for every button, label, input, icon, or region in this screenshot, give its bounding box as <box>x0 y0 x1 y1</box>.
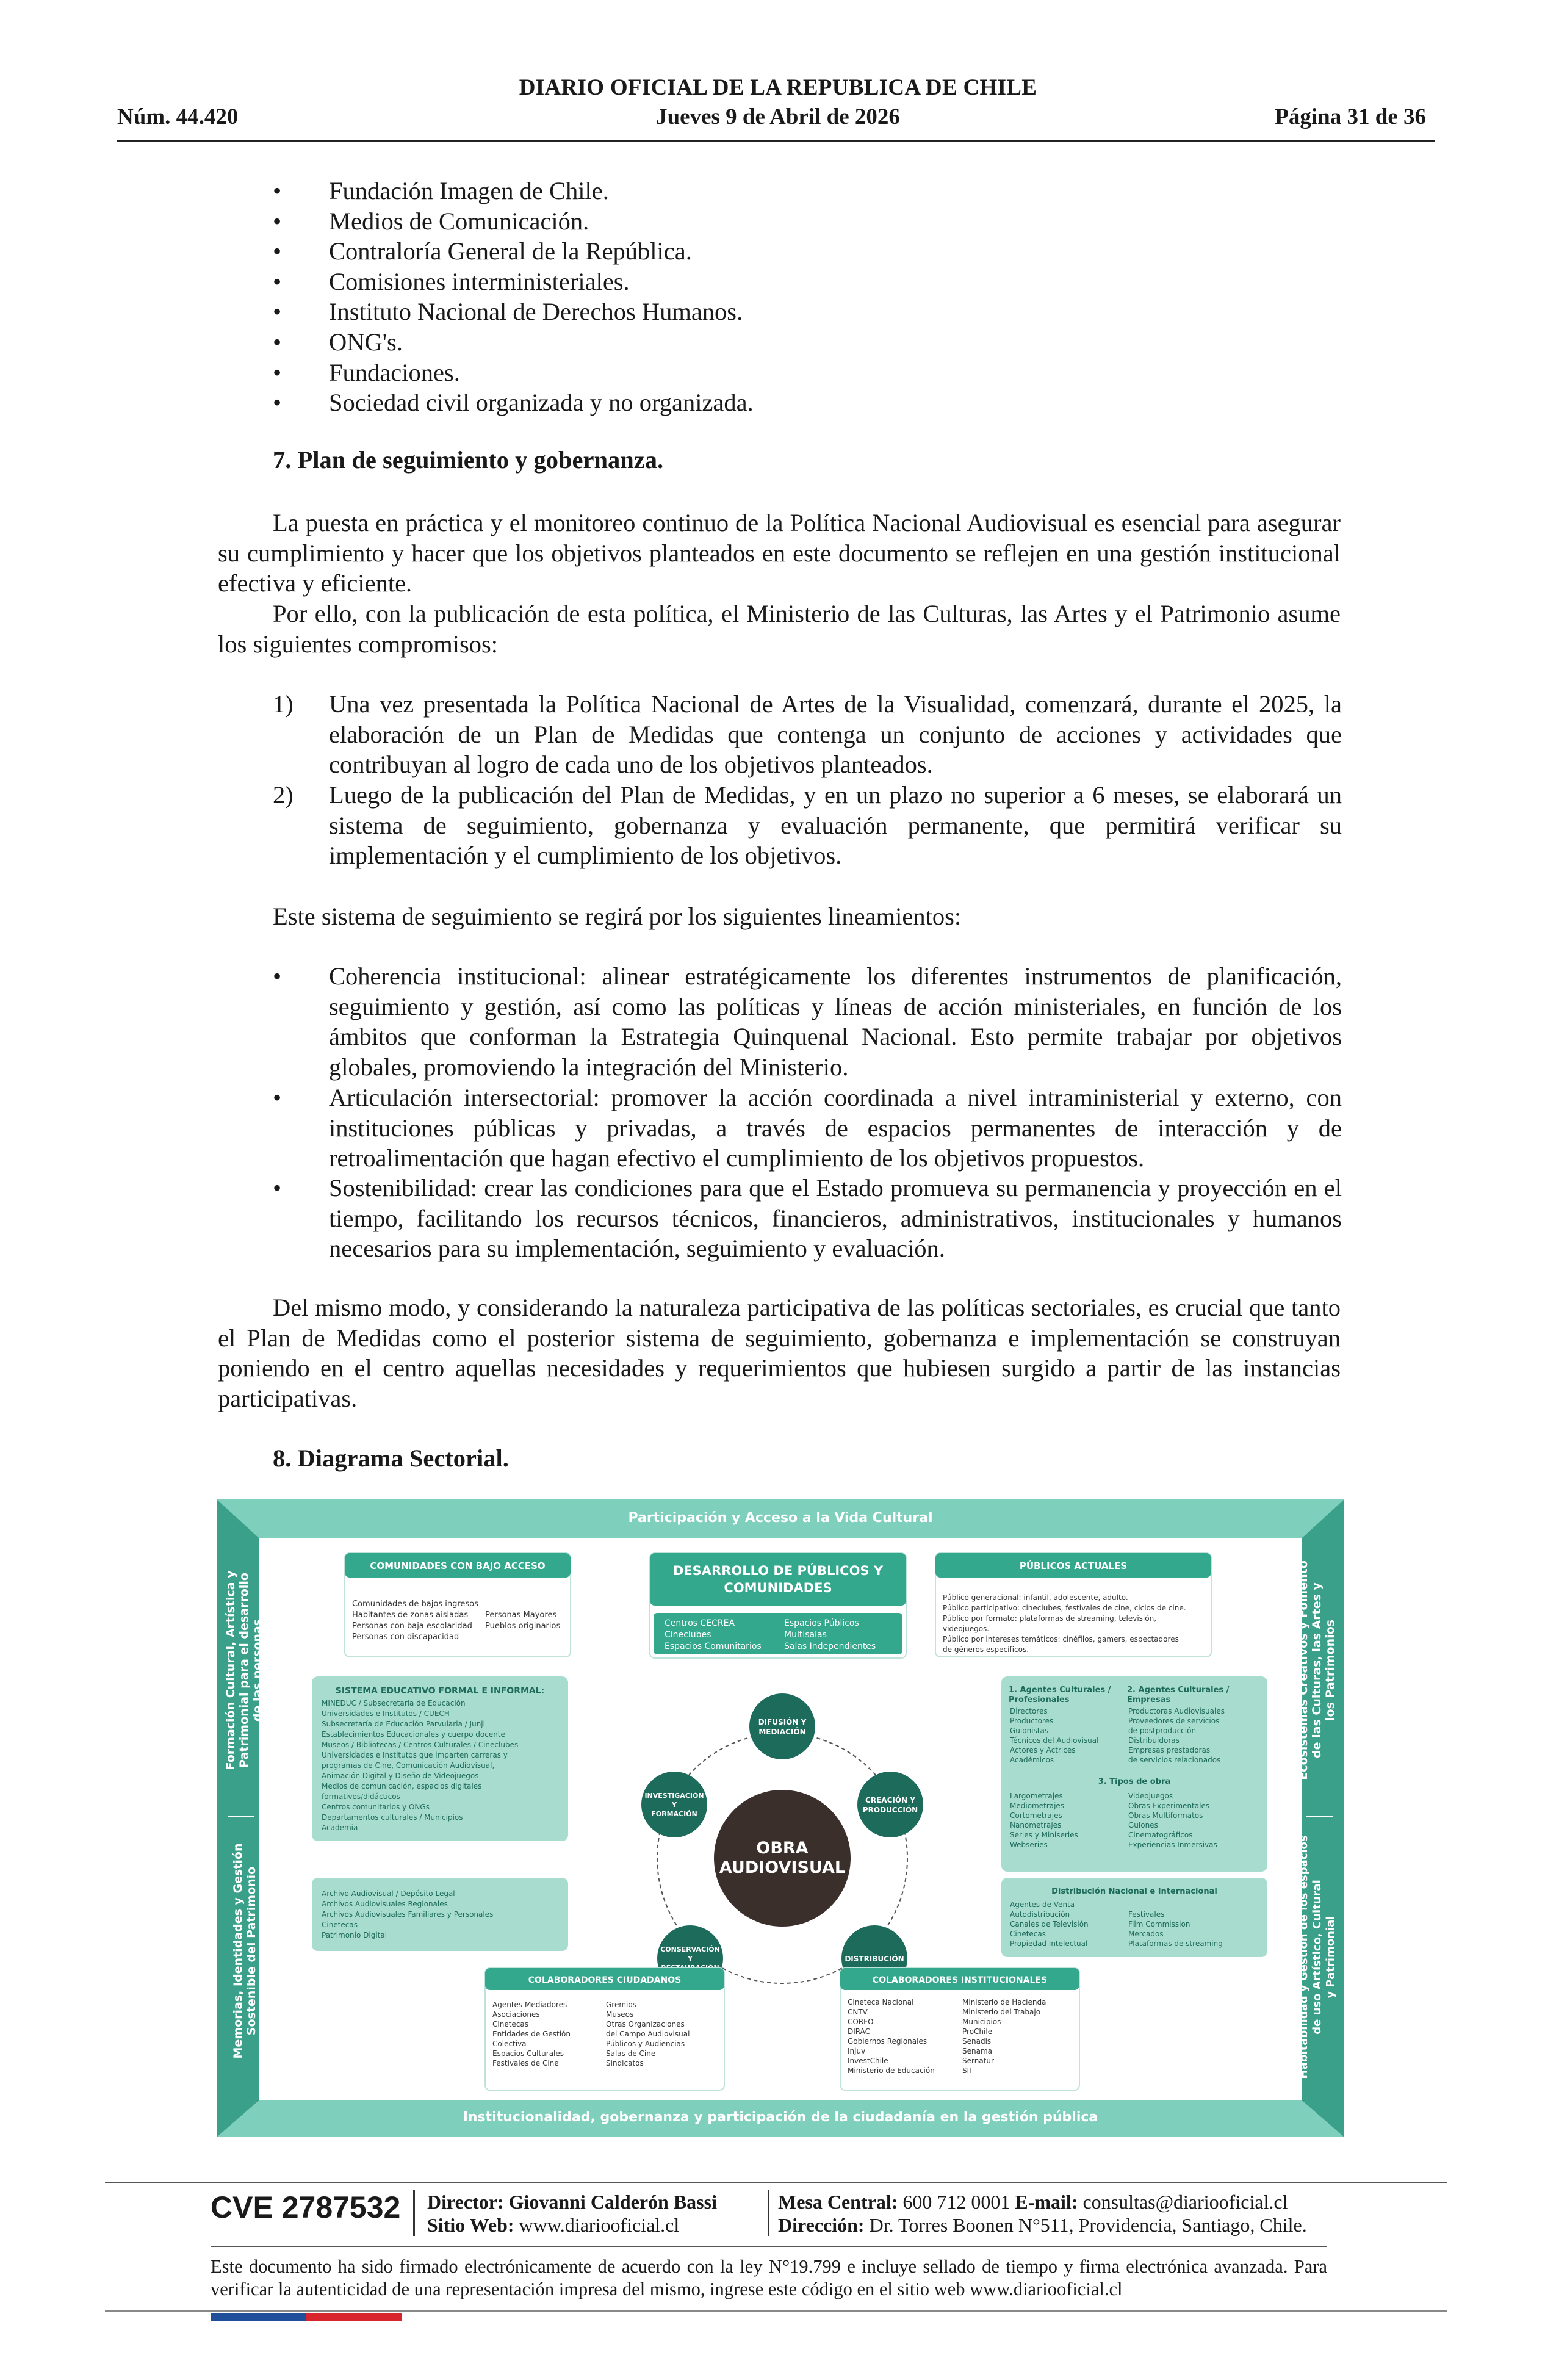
box-item: Cinematográficos <box>1128 1831 1193 1839</box>
box-item: Productores <box>1010 1717 1054 1725</box>
band-label-line: los Patrimonios <box>1324 1620 1337 1721</box>
node-difusion <box>749 1693 815 1759</box>
commitment-number: 1) <box>273 690 294 718</box>
band-label-line: de las Culturas, las Artes y <box>1310 1582 1324 1758</box>
section-8-heading: 8. Diagrama Sectorial. <box>273 1444 509 1472</box>
box-item: Ministerio de Hacienda <box>962 1998 1046 2007</box>
bullet-mark: • <box>273 1084 282 1111</box>
band-label-line: Formación Cultural, Artística y <box>224 1570 237 1770</box>
issue-date: Jueves 9 de Abril de 2026 <box>656 104 900 129</box>
node-label: INVESTIGACIÓN <box>644 1792 704 1800</box>
box-item: Senama <box>962 2047 993 2055</box>
box-item: Habitantes de zonas aisladas <box>352 1610 469 1620</box>
signature-note: Este documento ha sido firmado electrónicamente de acuerdo con la ley N°19.799 e incluye sellado de tiempo y firma electrónica avanzada. Para verificar la autenticidad de una representación impresa del mismo, ingrese este código en el sitio web www.diariooficial.cl <box>211 2256 1327 2299</box>
phone-label: Mesa Central: <box>778 2191 898 2213</box>
box-item: Municipios <box>962 2018 1001 2026</box>
footer-website <box>427 2214 679 2236</box>
box-item: Cineclubes <box>665 1630 711 1640</box>
sistema-educativo-box <box>312 1676 568 1841</box>
colaboradores-institucionales-box <box>840 1968 1079 2090</box>
box-item: Series y Miniseries <box>1010 1831 1078 1839</box>
box-item: SII <box>962 2066 971 2075</box>
box-item: Productoras Audiovisuales <box>1128 1707 1225 1715</box>
box-item: Mercados <box>1128 1930 1164 1938</box>
box-item: Guiones <box>1128 1821 1158 1830</box>
band-label-line: Patrimonial para el desarrollo <box>237 1573 251 1768</box>
box-item: Cinetecas <box>322 1920 358 1929</box>
list-item-text: Instituto Nacional de Derechos Humanos. <box>329 298 743 326</box>
node-label: MEDIACIÓN <box>758 1728 806 1736</box>
box-title: Distribución Nacional e Internacional <box>1051 1887 1217 1896</box>
box-item: Colectiva <box>492 2039 527 2048</box>
node-investigacion <box>641 1772 707 1837</box>
footer-separator <box>768 2190 769 2236</box>
section-7-paragraph-2: Por ello, con la publicación de esta política, el Ministerio de las Culturas, las Artes y el Patrimonio asume los siguientes compromisos: <box>218 600 1341 658</box>
box-item: Cortometrajes <box>1010 1811 1062 1820</box>
bullet-mark: • <box>273 267 282 295</box>
guideline-item <box>273 1083 1347 1174</box>
box-item: Subsecretaría de Educación Parvularia / Junji <box>322 1720 485 1728</box>
section-7-paragraph-4: Del mismo modo, y considerando la naturaleza participativa de las políticas sectoriales, es crucial que tanto el Plan de Medidas como el posterior sistema de seguimiento, gobernanza e implementación se construyan poniendo en el centro aquellas necesidades y requerimientos que hubiesen surgido a partir de las instancias participativas. <box>218 1294 1341 1412</box>
box-item: Centros CECREA <box>665 1618 735 1628</box>
center-label: AUDIOVISUAL <box>719 1858 846 1877</box>
box-item: Público participativo: cineclubes, festivales de cine, ciclos de cine. <box>943 1604 1186 1612</box>
box-item: Ministerio del Trabajo <box>962 2008 1041 2016</box>
box-item: Agentes Mediadores <box>492 2000 567 2009</box>
box-item: Directores <box>1010 1707 1048 1715</box>
box-item: Públicos y Audiencias <box>606 2039 685 2048</box>
email-link[interactable]: consultas@diariooficial.cl <box>1082 2191 1288 2213</box>
band-label-line: de las personas <box>251 1618 264 1722</box>
box-title: DESARROLLO DE PÚBLICOS Y <box>672 1563 884 1578</box>
left-band-bottom-label <box>231 1844 258 2059</box>
box-item: Museos / Bibliotecas / Centros Culturales / Cineclubes <box>322 1740 519 1749</box>
box-item: Universidades e Institutos / CUECH <box>322 1709 450 1718</box>
box-item: Ministerio de Educación <box>848 2066 935 2075</box>
box-title: SISTEMA EDUCATIVO FORMAL E INFORMAL: <box>335 1686 545 1696</box>
box-item: Webseries <box>1010 1841 1048 1849</box>
box-item: Medios de comunicación, espacios digitales <box>322 1782 482 1790</box>
box-item: de servicios relacionados <box>1128 1756 1221 1764</box>
box-title: PÚBLICOS ACTUALES <box>1019 1560 1128 1571</box>
box-item: Proveedores de servicios <box>1128 1717 1220 1725</box>
band-label-line: Sostenible del Patrimonio <box>245 1866 258 2036</box>
band-label-line: de uso Artístico, Cultural <box>1311 1880 1324 2035</box>
node-label: CREACIÓN Y <box>865 1796 915 1805</box>
box-title: COMUNIDADES CON BAJO ACCESO <box>370 1560 546 1571</box>
website-link[interactable]: www.diariooficial.cl <box>519 2214 680 2236</box>
section-7-paragraph-1: La puesta en práctica y el monitoreo continuo de la Política Nacional Audiovisual es esencial para asegurar su cumplimiento y hacer que los objetivos planteados en este documento se reflejen en una gestión institucional efectiva y eficiente. <box>218 509 1341 597</box>
box-item: Agentes de Venta <box>1010 1900 1075 1909</box>
list-item <box>273 176 1347 206</box>
box-item: Patrimonio Digital <box>322 1931 387 1939</box>
box-item: Espacios Comunitarios <box>665 1642 762 1651</box>
bullet-mark: • <box>273 207 282 235</box>
box-title: COLABORADORES INSTITUCIONALES <box>872 1975 1048 1985</box>
director-label: Director: <box>427 2191 504 2213</box>
cve-code: CVE 2787532 <box>211 2190 401 2224</box>
section-7-heading: 7. Plan de seguimiento y gobernanza. <box>273 446 664 474</box>
bullet-mark: • <box>273 962 282 990</box>
publicos-box <box>935 1553 1211 1657</box>
footer-director <box>427 2191 717 2213</box>
footer-divider <box>105 2182 1447 2183</box>
newspaper-title: DIARIO OFICIAL DE LA REPUBLICA DE CHILE <box>519 75 1037 100</box>
node-label: FORMACIÓN <box>651 1810 697 1818</box>
list-item <box>273 236 1347 267</box>
bottom-band-label: Institucionalidad, gobernanza y participación de la ciudadanía en la gestión pública <box>463 2110 1098 2125</box>
box-item: Largometrajes <box>1010 1792 1063 1800</box>
commitment-number: 2) <box>273 781 294 809</box>
node-creacion <box>857 1772 923 1837</box>
director-name: Giovanni Calderón Bassi <box>508 2191 717 2213</box>
box-item: Archivo Audiovisual / Depósito Legal <box>322 1889 455 1898</box>
list-item <box>273 388 1347 418</box>
box-item: Personas con discapacidad <box>352 1632 459 1642</box>
list-item <box>273 297 1347 327</box>
box-title: 3. Tipos de obra <box>1098 1777 1171 1786</box>
flag-stripe-blue <box>211 2313 306 2321</box>
footer-contact <box>778 2191 1288 2213</box>
box-item: CNTV <box>848 2008 868 2016</box>
footer-address <box>778 2214 1307 2236</box>
box-item: Empresas prestadoras <box>1128 1746 1211 1754</box>
section-7-paragraph-3: Este sistema de seguimiento se regirá por los siguientes lineamientos: <box>273 903 962 930</box>
box-item: Cinetecas <box>492 2020 528 2028</box>
node-label: DISTRIBUCIÓN <box>845 1955 904 1963</box>
box-item: Comunidades de bajos ingresos <box>352 1599 478 1609</box>
box-item: de géneros específicos. <box>943 1645 1029 1654</box>
institutions-list <box>273 176 1347 418</box>
box-item: Pueblos originarios <box>485 1621 561 1631</box>
bullet-mark: • <box>273 389 282 417</box>
box-title: Profesionales <box>1009 1695 1070 1704</box>
box-item: Universidades e Institutos que imparten carreras y <box>322 1751 508 1759</box>
box-item: Cineteca Nacional <box>848 1998 914 2007</box>
box-item: Distribuidoras <box>1128 1736 1180 1745</box>
box-item: programas de Cine, Comunicación Audiovisual, <box>322 1761 495 1770</box>
list-item-text: Fundación Imagen de Chile. <box>329 177 609 204</box>
box-item: InvestChile <box>848 2057 888 2065</box>
list-item-text: Sociedad civil organizada y no organizada. <box>329 389 754 417</box>
box-title: 1. Agentes Culturales / <box>1009 1686 1111 1695</box>
box-item: Salas de Cine <box>606 2049 656 2058</box>
box-title: COMUNIDADES <box>724 1581 832 1595</box>
box-item: Gobiernos Regionales <box>848 2037 927 2046</box>
bullet-mark: • <box>273 298 282 326</box>
band-label-line: Habitabilidad y Gestión de los espacios <box>1297 1835 1310 2079</box>
list-item-text: Comisiones interministeriales. <box>329 267 630 295</box>
box-item: del Campo Audiovisual <box>606 2030 690 2038</box>
box-item: Establecimientos Educacionales y cuerpo docente <box>322 1730 505 1739</box>
guideline-text: Articulación intersectorial: promover la acción coordinada a nivel intraministerial y externo, con instituciones públicas y privadas, a través de espacios permanentes de interacción y de retroalimentación que hagan efectivo el cumplimiento de los objetivos propuestos. <box>329 1084 1342 1172</box>
box-item: Film Commission <box>1128 1920 1190 1928</box>
list-item-text: Medios de Comunicación. <box>329 207 589 235</box>
box-item: Senadis <box>962 2037 992 2046</box>
address-text: Dr. Torres Boonen N°511, Providencia, Santiago, Chile. <box>869 2214 1307 2236</box>
commitment-text: Una vez presentada la Política Nacional de Artes de la Visualidad, comenzará, durante el 2025, la elaboración de un Plan de Medidas que contenga un conjunto de acciones y actividades que contribuyan al logro de cada uno de los objetivos planteados. <box>329 690 1342 779</box>
bullet-mark: • <box>273 1174 282 1202</box>
bullet-mark: • <box>273 358 282 386</box>
box-item: Académicos <box>1010 1756 1054 1764</box>
box-item: Cinetecas <box>1010 1930 1046 1938</box>
box-item: Festivales <box>1128 1910 1165 1919</box>
list-item <box>273 206 1347 237</box>
box-item: Archivos Audiovisuales Familiares y Personales <box>322 1910 494 1919</box>
guideline-text: Sostenibilidad: crear las condiciones para que el Estado promueva su permanencia y proyección en el tiempo, facilitando los recursos técnicos, financieros, administrativos, institucionales y humanos necesarios para su implementación, seguimiento y evaluación. <box>329 1174 1342 1263</box>
box-item: ProChile <box>962 2027 993 2036</box>
desarrollo-box <box>650 1553 906 1658</box>
guideline-item <box>273 1173 1347 1264</box>
box-item: Canales de Televisión <box>1010 1920 1089 1928</box>
center-node <box>714 1790 851 1927</box>
node-label: Y <box>688 1955 693 1963</box>
box-item: Obras Experimentales <box>1128 1801 1210 1810</box>
box-item: Injuv <box>848 2047 866 2055</box>
list-item-text: Contraloría General de la República. <box>329 237 692 265</box>
box-item: Público por formato: plataformas de streaming, televisión, <box>943 1614 1157 1623</box>
box-item: Guionistas <box>1010 1726 1049 1735</box>
box-item: Animación Digital y Diseño de Videojuegos <box>322 1772 479 1780</box>
top-band-label: Participación y Acceso a la Vida Cultural <box>628 1510 933 1526</box>
box-item: formativos/didácticos <box>322 1792 400 1801</box>
list-item <box>273 358 1347 388</box>
band-label-line: Ecosistemas Creativos y Fomento <box>1297 1560 1310 1780</box>
box-item: Nanometrajes <box>1010 1821 1062 1830</box>
list-item-text: ONG's. <box>329 328 403 356</box>
box-item: Espacios Públicos <box>784 1618 859 1628</box>
box-item: Otras Organizaciones <box>606 2020 685 2028</box>
box-item: Público por intereses temáticos: cinéfilos, gamers, espectadores <box>943 1635 1179 1643</box>
bullet-mark: • <box>273 328 282 356</box>
footer-divider <box>211 2246 1327 2247</box>
commitment-text: Luego de la publicación del Plan de Medidas, y en un plazo no superior a 6 meses, se elaborará un sistema de seguimiento, gobernanza y evaluación permanente, que permitirá verificar su implementación y el cumplimiento de los objetivos. <box>329 781 1342 870</box>
box-item: Actores y Actrices <box>1010 1746 1076 1754</box>
issue-number: Núm. 44.420 <box>117 104 239 129</box>
box-item: Festivales de Cine <box>492 2059 559 2068</box>
box-item: Sernatur <box>962 2057 994 2065</box>
box-item: Mediometrajes <box>1010 1801 1065 1810</box>
commitment-item <box>273 689 1347 781</box>
footer-divider <box>105 2310 1447 2312</box>
box-title: COLABORADORES CIUDADANOS <box>528 1975 682 1985</box>
box-item: Gremios <box>606 2000 636 2009</box>
box-item: CORFO <box>848 2018 874 2026</box>
agentes-box <box>1001 1676 1267 1872</box>
box-item: Archivos Audiovisuales Regionales <box>322 1900 448 1908</box>
box-item: Entidades de Gestión <box>492 2030 571 2038</box>
commitment-item <box>273 780 1347 871</box>
box-item: Personas Mayores <box>485 1610 557 1620</box>
box-item: Asociaciones <box>492 2010 540 2019</box>
node-label: CONSERVACIÓN <box>660 1945 720 1953</box>
list-item <box>273 327 1347 358</box>
email-label: E-mail: <box>1015 2191 1078 2213</box>
box-item: Espacios Culturales <box>492 2049 564 2058</box>
comunidades-box <box>345 1553 571 1657</box>
band-label-line: y Patrimonial <box>1324 1916 1337 1999</box>
guideline-item <box>273 961 1347 1083</box>
phone-number: 600 712 0001 <box>902 2191 1010 2213</box>
node-label: DIFUSIÓN Y <box>758 1718 807 1726</box>
box-item: Obras Multiformatos <box>1128 1811 1203 1820</box>
box-item: MINEDUC / Subsecretaría de Educación <box>322 1699 466 1707</box>
box-item: Experiencias Inmersivas <box>1128 1841 1217 1849</box>
box-item: de postproducción <box>1128 1726 1197 1735</box>
box-item: Salas Independientes <box>784 1642 876 1651</box>
center-label: OBRA <box>756 1839 809 1858</box>
list-item-text: Fundaciones. <box>329 358 460 386</box>
bullet-mark: • <box>273 237 282 265</box>
box-item: Personas con baja escolaridad <box>352 1621 472 1631</box>
guideline-text: Coherencia institucional: alinear estratégicamente los diferentes instrumentos de planificación, seguimiento y gestión, así como las políticas y líneas de acción ministeriales, en función de los ámbitos que conforman la Estrategia Quinquenal Nacional. Esto permite trabajar por objetivos globales, promoviendo la integración del Ministerio. <box>329 962 1342 1081</box>
footer-separator <box>413 2190 415 2236</box>
archivos-box <box>312 1878 568 1951</box>
node-label: Y <box>672 1801 677 1809</box>
box-item: Multisalas <box>784 1630 827 1640</box>
node-label: PRODUCCIÓN <box>862 1806 918 1814</box>
box-item: Propiedad Intelectual <box>1010 1939 1088 1948</box>
distribucion-box <box>1001 1878 1267 1957</box>
list-item <box>273 267 1347 297</box>
box-item: Videojuegos <box>1128 1792 1173 1800</box>
box-item: Centros comunitarios y ONGs <box>322 1803 430 1811</box>
box-item: videojuegos. <box>943 1625 990 1633</box>
box-item: DIRAC <box>848 2027 871 2036</box>
bullet-mark: • <box>273 177 282 204</box>
box-title: Empresas <box>1127 1695 1171 1704</box>
box-item: Público generacional: infantil, adolescente, adulto. <box>943 1593 1128 1602</box>
box-item: Autodistribución <box>1010 1910 1070 1919</box>
band-label-line: Memorias, Identidades y Gestión <box>231 1843 245 2059</box>
header-divider <box>117 140 1435 142</box>
box-title: 2. Agentes Culturales / <box>1127 1686 1230 1695</box>
address-label: Dirección: <box>778 2214 865 2236</box>
box-item: Academia <box>322 1823 358 1832</box>
page-number: Página 31 de 36 <box>1275 104 1426 129</box>
box-item: Técnicos del Audiovisual <box>1010 1736 1099 1745</box>
sectoral-diagram <box>217 1499 1344 2137</box>
colaboradores-ciudadanos-box <box>485 1968 724 2090</box>
flag-stripe-red <box>306 2313 402 2321</box>
box-item: Plataformas de streaming <box>1128 1939 1223 1948</box>
box-item: Museos <box>606 2010 634 2019</box>
box-item: Departamentos culturales / Municipios <box>322 1813 463 1822</box>
box-item: Sindicatos <box>606 2059 644 2068</box>
website-label: Sitio Web: <box>427 2214 514 2236</box>
